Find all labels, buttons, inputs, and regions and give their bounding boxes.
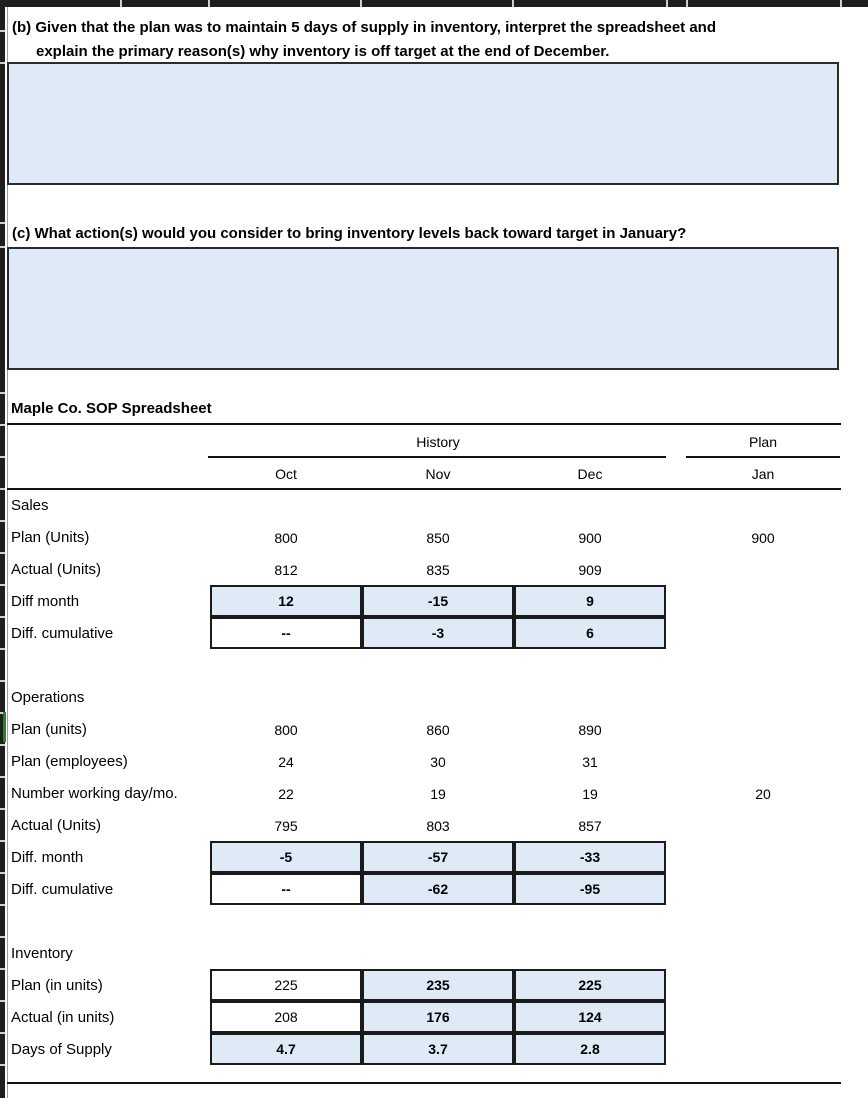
sales-plan-dec[interactable]: 900 [578, 530, 602, 546]
ops-workdays-jan[interactable]: 20 [755, 786, 771, 802]
question-b-line2: explain the primary reason(s) why inventory is off target at the end of December. [36, 43, 610, 60]
ops-actual-dec[interactable]: 857 [578, 818, 602, 834]
ops-diff-month-oct[interactable]: -5 [210, 841, 362, 873]
ops-diff-month-nov[interactable]: -57 [362, 841, 514, 873]
section-operations: Operations [11, 689, 85, 706]
plan-heading: Plan [748, 434, 778, 450]
inv-actual-dec[interactable]: 124 [514, 1001, 666, 1033]
ops-diff-cum-nov[interactable]: -62 [362, 873, 514, 905]
ops-plan-emp-nov[interactable]: 30 [430, 754, 446, 770]
inv-plan-dec[interactable]: 225 [514, 969, 666, 1001]
title-rule [7, 423, 841, 425]
row-label-sales-actual: Actual (Units) [11, 561, 102, 578]
inv-actual-oct[interactable]: 208 [210, 1001, 362, 1033]
sales-diff-cum-dec[interactable]: 6 [514, 617, 666, 649]
question-b-line1: (b) Given that the plan was to maintain 5 days of supply in inventory, interpret the spreadsheet and [12, 19, 717, 36]
section-sales: Sales [11, 497, 49, 514]
ops-actual-nov[interactable]: 803 [426, 818, 450, 834]
sales-plan-nov[interactable]: 850 [426, 530, 450, 546]
row-label-inv-plan: Plan (in units) [11, 977, 103, 994]
ops-actual-oct[interactable]: 795 [274, 818, 298, 834]
selected-row-marker [3, 712, 6, 742]
sales-diff-cum-oct[interactable]: -- [210, 617, 362, 649]
plan-rule [686, 456, 840, 458]
sheet-title: Maple Co. SOP Spreadsheet [11, 400, 212, 417]
month-nov: Nov [425, 466, 451, 482]
inv-dos-oct[interactable]: 4.7 [210, 1033, 362, 1065]
header-rule [7, 488, 841, 490]
ops-workdays-oct[interactable]: 22 [278, 786, 294, 802]
row-label-sales-diff-cum: Diff. cumulative [11, 625, 114, 642]
sales-plan-jan[interactable]: 900 [751, 530, 775, 546]
row-label-ops-diff-cum: Diff. cumulative [11, 881, 114, 898]
sales-diff-month-oct[interactable]: 12 [210, 585, 362, 617]
row-label-inv-dos: Days of Supply [11, 1041, 112, 1058]
ops-diff-cum-dec[interactable]: -95 [514, 873, 666, 905]
ops-plan-emp-oct[interactable]: 24 [278, 754, 294, 770]
question-c-line1: (c) What action(s) would you consider to bring inventory levels back toward target in January? [12, 225, 687, 242]
inv-plan-nov[interactable]: 235 [362, 969, 514, 1001]
month-jan: Jan [751, 466, 775, 482]
ops-plan-units-nov[interactable]: 860 [426, 722, 450, 738]
ops-workdays-nov[interactable]: 19 [430, 786, 446, 802]
row-label-ops-workdays: Number working day/mo. [11, 785, 178, 802]
ops-plan-emp-dec[interactable]: 31 [582, 754, 598, 770]
ops-plan-units-oct[interactable]: 800 [274, 722, 298, 738]
answer-box-c[interactable] [7, 247, 839, 370]
row-label-ops-diff-month: Diff. month [11, 849, 84, 866]
footer-rule [7, 1082, 841, 1084]
section-inventory: Inventory [11, 945, 73, 962]
history-heading: History [416, 434, 460, 450]
month-dec: Dec [577, 466, 603, 482]
row-label-ops-plan-units: Plan (units) [11, 721, 87, 738]
sales-plan-oct[interactable]: 800 [274, 530, 298, 546]
row-label-sales-diff-month: Diff month [11, 593, 80, 610]
inv-dos-nov[interactable]: 3.7 [362, 1033, 514, 1065]
row-header-strip [0, 0, 5, 1098]
month-oct: Oct [275, 466, 297, 482]
row-label-sales-plan: Plan (Units) [11, 529, 90, 546]
sales-actual-oct[interactable]: 812 [274, 562, 298, 578]
ops-plan-units-dec[interactable]: 890 [578, 722, 602, 738]
sales-actual-dec[interactable]: 909 [578, 562, 602, 578]
ops-diff-cum-oct[interactable]: -- [210, 873, 362, 905]
row-label-ops-actual: Actual (Units) [11, 817, 102, 834]
sales-actual-nov[interactable]: 835 [426, 562, 450, 578]
ops-workdays-dec[interactable]: 19 [582, 786, 598, 802]
sales-diff-cum-nov[interactable]: -3 [362, 617, 514, 649]
inv-actual-nov[interactable]: 176 [362, 1001, 514, 1033]
sales-diff-month-nov[interactable]: -15 [362, 585, 514, 617]
ops-diff-month-dec[interactable]: -33 [514, 841, 666, 873]
row-label-inv-actual: Actual (in units) [11, 1009, 115, 1026]
answer-box-b[interactable] [7, 62, 839, 185]
grid-top-border [0, 0, 868, 7]
inv-plan-oct[interactable]: 225 [210, 969, 362, 1001]
history-rule [208, 456, 666, 458]
sales-diff-month-dec[interactable]: 9 [514, 585, 666, 617]
inv-dos-dec[interactable]: 2.8 [514, 1033, 666, 1065]
row-label-ops-plan-emp: Plan (employees) [11, 753, 128, 770]
